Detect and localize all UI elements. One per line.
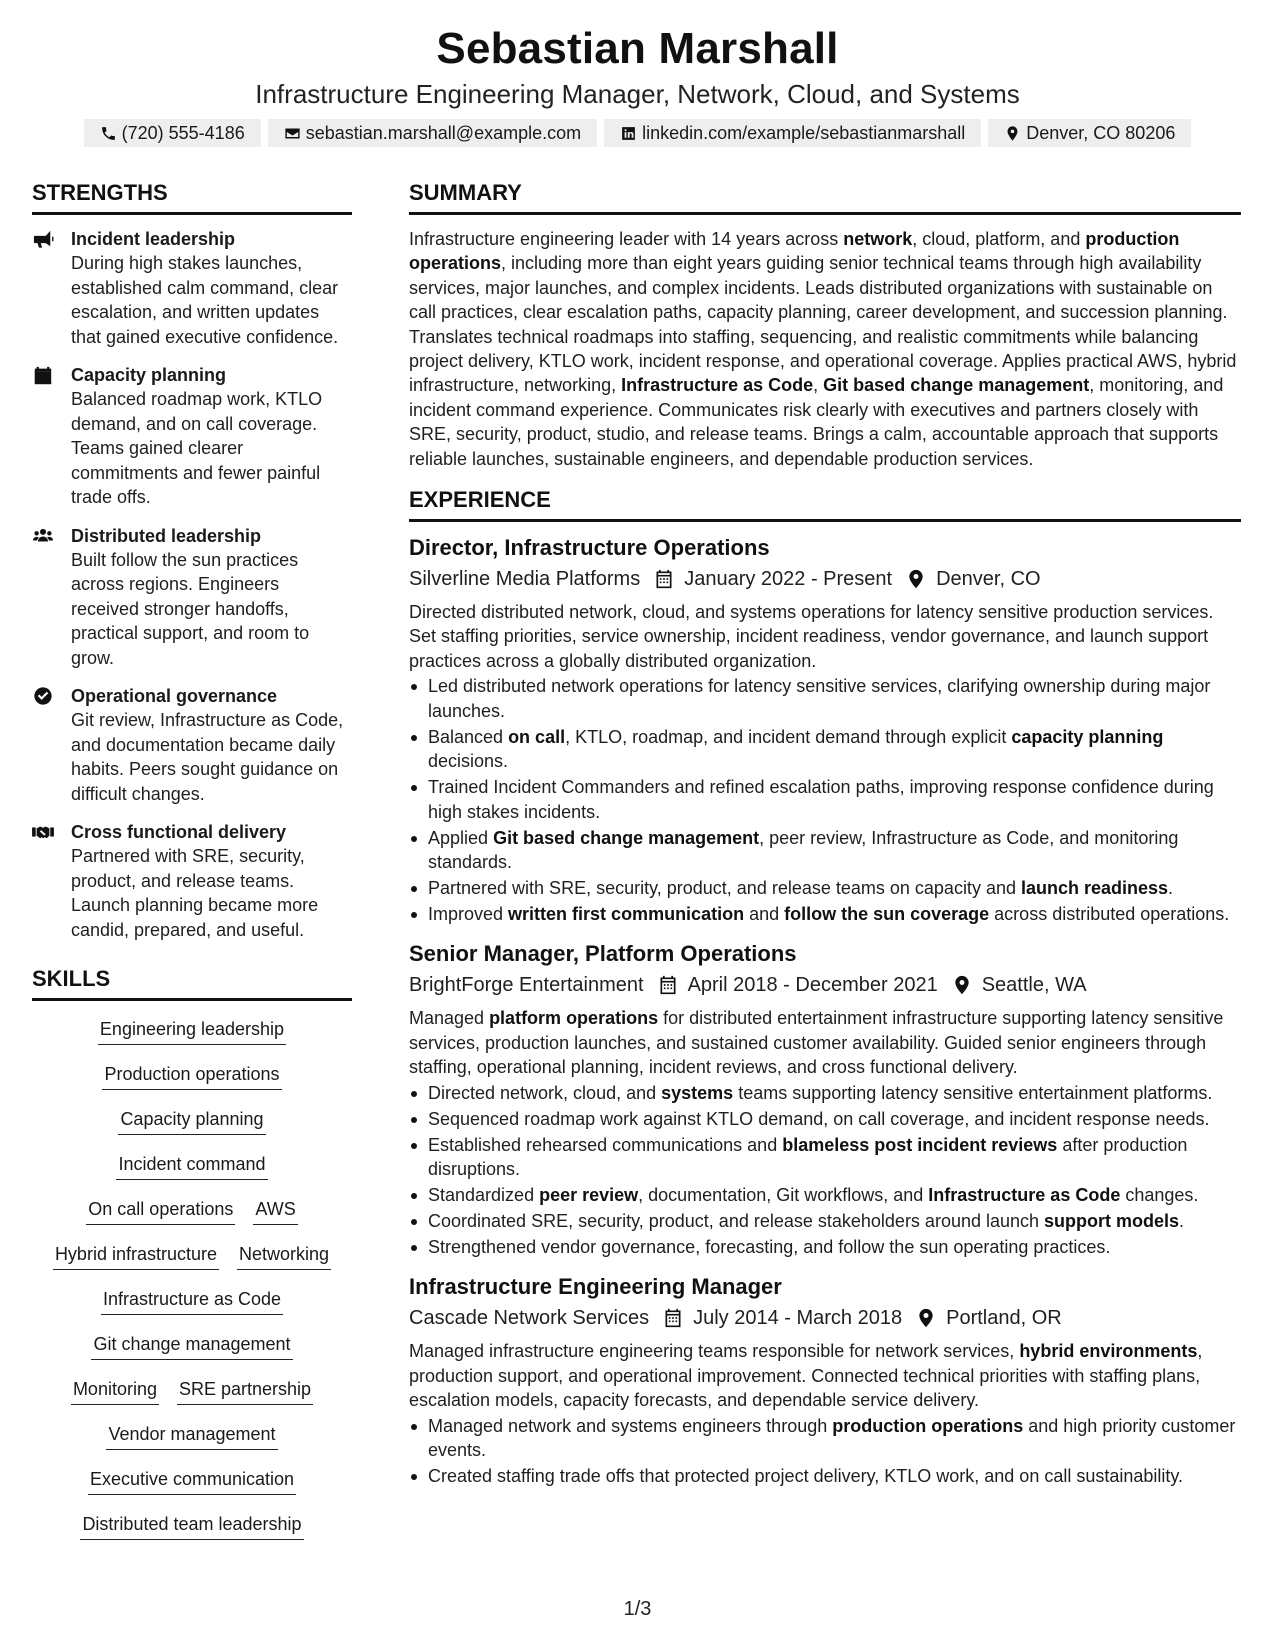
job-company: BrightForge Entertainment [409, 974, 644, 997]
skill-tag: Vendor management [106, 1422, 277, 1450]
skill-tag: Distributed team leadership [80, 1512, 303, 1540]
job-description: Managed platform operations for distributed entertainment infrastructure supporting latency sensitive services, production launches, and sustained customer availability. Guided senior engineers through staffing, operational planning, incident reviews, and cross functional delivery. [409, 1008, 1224, 1078]
strength-title: Cross functional delivery [71, 822, 287, 842]
skills-list [32, 1013, 352, 1553]
job-location: Portland, OR [946, 1307, 1062, 1330]
skill-tag: Production operations [102, 1062, 281, 1090]
linkedin-icon [620, 125, 637, 142]
skill-row [32, 1418, 352, 1463]
job-bullet: Directed network, cloud, and systems teams supporting latency sensitive entertainment platforms. [409, 1081, 1241, 1105]
skill-tag: SRE partnership [177, 1377, 313, 1405]
skill-row [32, 1283, 352, 1328]
skill-tag: On call operations [86, 1197, 235, 1225]
skill-row [32, 1148, 352, 1193]
skill-tag: Git change management [91, 1332, 292, 1360]
contact-phone[interactable] [84, 119, 261, 147]
strength-item [32, 227, 352, 349]
megaphone-icon [32, 229, 54, 249]
candidate-headline: Infrastructure Engineering Manager, Network, Cloud, and Systems [255, 79, 1020, 109]
strength-item [32, 524, 352, 671]
skill-tag: AWS [253, 1197, 297, 1225]
users-icon [32, 526, 54, 546]
job-entry [409, 1273, 1241, 1488]
skill-row [32, 1508, 352, 1553]
skill-tag: Infrastructure as Code [101, 1287, 283, 1315]
strength-title: Incident leadership [71, 229, 236, 249]
location-text: Denver, CO 80206 [1026, 123, 1176, 143]
check-circle-icon [32, 686, 54, 706]
skill-row [32, 1328, 352, 1373]
job-bullet: Strengthened vendor governance, forecasting, and follow the sun operating practices. [409, 1235, 1241, 1259]
candidate-name: Sebastian Marshall [436, 24, 839, 73]
job-bullet: Created staffing trade offs that protected project delivery, KTLO work, and on call sustainability. [409, 1464, 1241, 1488]
skill-row [32, 1103, 352, 1148]
experience-heading: EXPERIENCE [409, 487, 1241, 522]
job-bullets [409, 1081, 1241, 1260]
strength-item [32, 820, 352, 942]
right-column [409, 180, 1241, 1502]
envelope-icon [284, 125, 301, 142]
handshake-icon [32, 822, 54, 842]
skill-tag: Capacity planning [118, 1107, 265, 1135]
calendar-icon [32, 365, 54, 385]
strength-title: Distributed leadership [71, 525, 262, 546]
strength-item [32, 684, 352, 806]
job-title: Director, Infrastructure Operations [409, 535, 770, 561]
calendar-icon [658, 975, 678, 995]
job-dates: July 2014 - March 2018 [693, 1307, 903, 1330]
job-meta [409, 564, 1241, 594]
strengths-heading: STRENGTHS [32, 180, 352, 215]
job-meta [409, 970, 1241, 1000]
skill-tag: Monitoring [71, 1377, 159, 1405]
job-bullet: Improved written first communication and follow the sun coverage across distributed operations. [409, 902, 1241, 926]
job-bullet: Managed network and systems engineers through production operations and high priority customer events. [409, 1414, 1241, 1463]
summary-text: Infrastructure engineering leader with 14 years across network, cloud, platform, and production operations, including more than eight years guiding senior technical teams through high availability services, major launches, and complex incidents. Leads distributed organizations with sustainable on call practices, clear escalation paths, capacity planning, career development, and succession planning. Translates technical roadmaps into staffing, sequencing, and realistic commitments while balancing project delivery, KTLO work, incident response, and operational coverage. Applies practical AWS, hybrid infrastructure, networking, Infrastructure as Code, Git based change management, monitoring, and incident command experience. Communicates risk clearly with executives and partners closely with SRE, security, product, studio, and release teams. Brings a calm, accountable approach that supports reliable launches, sustainable engineers, and dependable production services. [409, 229, 1237, 469]
job-location: Seattle, WA [981, 974, 1087, 997]
skill-row [32, 1463, 352, 1508]
strength-description: During high stakes launches, established calm command, clear escalation, and written updates that gained executive confidence. [71, 253, 339, 347]
job-company: Silverline Media Platforms [409, 568, 641, 591]
map-pin-icon [1004, 125, 1021, 142]
job-title: Infrastructure Engineering Manager [409, 1274, 782, 1300]
job-dates: April 2018 - December 2021 [687, 974, 938, 997]
job-title: Senior Manager, Platform Operations [409, 941, 797, 967]
contact-bar [0, 119, 1275, 147]
job-bullet: Established rehearsed communications and blameless post incident reviews after production disruptions. [409, 1133, 1241, 1182]
skill-tag: Incident command [116, 1152, 267, 1180]
summary-heading: SUMMARY [409, 180, 1241, 215]
job-location: Denver, CO [936, 568, 1041, 591]
skill-row [32, 1373, 352, 1418]
job-bullet: Standardized peer review, documentation, Git workflows, and Infrastructure as Code changes. [409, 1183, 1241, 1207]
calendar-icon [654, 569, 674, 589]
strength-item [32, 363, 352, 510]
job-bullet: Trained Incident Commanders and refined escalation paths, improving response confidence during high stakes incidents. [409, 775, 1241, 824]
phone-icon [100, 125, 117, 142]
job-bullet: Coordinated SRE, security, product, and release stakeholders around launch support models. [409, 1209, 1241, 1233]
skill-tag: Executive communication [88, 1467, 296, 1495]
job-company: Cascade Network Services [409, 1307, 650, 1330]
job-entry [409, 534, 1241, 926]
job-meta [409, 1303, 1241, 1333]
strength-title: Operational governance [71, 686, 278, 706]
skill-tag: Engineering leadership [98, 1017, 286, 1045]
linkedin-text: linkedin.com/example/sebastianmarshall [642, 123, 966, 143]
strength-title: Capacity planning [71, 365, 227, 385]
skills-heading: SKILLS [32, 966, 352, 1001]
job-description: Directed distributed network, cloud, and systems operations for latency sensitive production services. Set staffing priorities, service ownership, incident readiness, vendor governance, and launch support practices across a globally distributed organization. [409, 602, 1214, 671]
left-column [32, 180, 352, 1553]
job-bullet: Sequenced roadmap work against KTLO demand, on call coverage, and incident response needs. [409, 1107, 1241, 1131]
job-bullet: Partnered with SRE, security, product, and release teams on capacity and launch readiness. [409, 876, 1241, 900]
skill-row [32, 1193, 352, 1238]
contact-location [988, 119, 1191, 147]
page-number: 1/3 [623, 1598, 652, 1620]
job-description: Managed infrastructure engineering teams responsible for network services, hybrid environments, production support, and operational improvement. Connected technical priorities with staffing plans, escalation models, capacity forecasts, and dependable service delivery. [409, 1341, 1203, 1411]
job-entry [409, 940, 1241, 1259]
map-pin-icon [952, 975, 972, 995]
contact-linkedin[interactable] [604, 119, 981, 147]
skill-row [32, 1058, 352, 1103]
skill-tag: Networking [237, 1242, 331, 1270]
job-bullet: Led distributed network operations for latency sensitive services, clarifying ownership during major launches. [409, 674, 1241, 723]
calendar-icon [663, 1308, 683, 1328]
job-bullets [409, 1414, 1241, 1489]
strength-description: Git review, Infrastructure as Code, and documentation became daily habits. Peers sought guidance on difficult changes. [71, 710, 344, 804]
skill-row [32, 1013, 352, 1058]
skill-tag: Hybrid infrastructure [53, 1242, 219, 1270]
job-bullet: Balanced on call, KTLO, roadmap, and incident demand through explicit capacity planning decisions. [409, 725, 1241, 774]
contact-email[interactable] [268, 119, 597, 147]
map-pin-icon [916, 1308, 936, 1328]
job-dates: January 2022 - Present [684, 568, 893, 591]
strength-description: Partnered with SRE, security, product, and release teams. Launch planning became more candid, prepared, and useful. [71, 846, 319, 940]
skill-row [32, 1238, 352, 1283]
email-text: sebastian.marshall@example.com [305, 123, 582, 143]
map-pin-icon [906, 569, 926, 589]
job-bullets [409, 674, 1241, 926]
phone-text: (720) 555-4186 [121, 123, 245, 143]
job-bullet: Applied Git based change management, peer review, Infrastructure as Code, and monitoring standards. [409, 826, 1241, 875]
strength-description: Balanced roadmap work, KTLO demand, and on call coverage. Teams gained clearer commitments and fewer painful trade offs. [71, 389, 323, 507]
resume-header [0, 22, 1275, 147]
strength-description: Built follow the sun practices across regions. Engineers received stronger handoffs, practical support, and room to grow. [71, 549, 310, 668]
